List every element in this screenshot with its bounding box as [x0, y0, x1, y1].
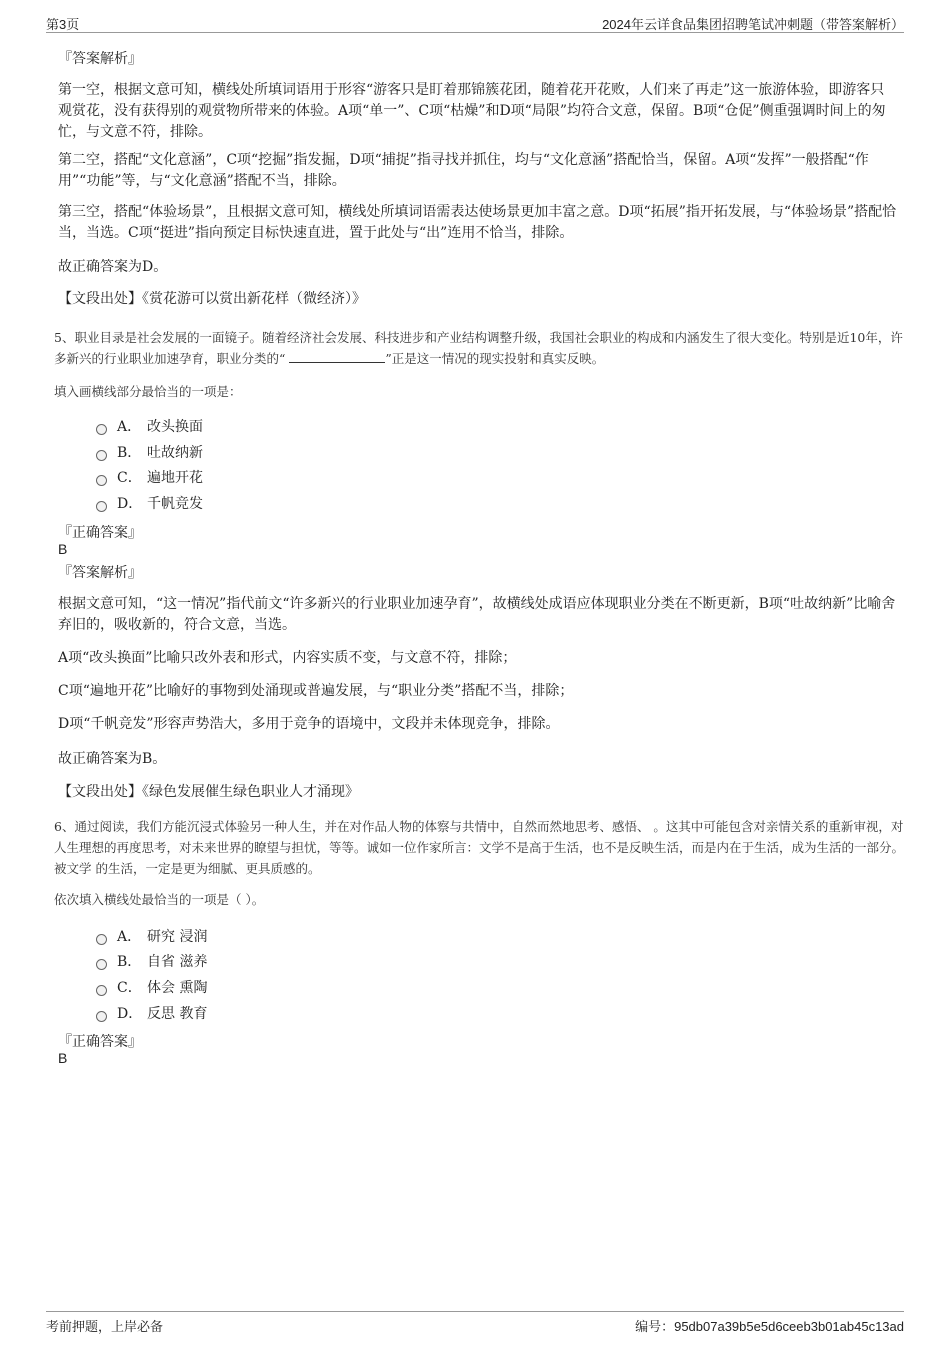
option-d[interactable]: D． 反思 教育 — [96, 1003, 207, 1023]
option-b[interactable]: B． 自省 滋养 — [96, 951, 207, 971]
radio-icon[interactable] — [96, 959, 107, 970]
analysis-paragraph-1: 第一空，根据文意可知，横线处所填词语用于形容“游客只是盯着那锦簇花团，随着花开花败，人们来了再走”这一旅游体验，即游客只观赏花，没有获得别的观赏物所带来的体验。A项“单一”、C项“枯燥”和D项“局限”均符合文意，保留。B项“仓促”侧重强调时间上的匆忙，与文意不符，排除。 — [58, 82, 886, 140]
analysis-paragraph-2: A项“改头换面”比喻只改外表和形式，内容实质不变，与文意不符，排除； — [58, 650, 517, 666]
answer-blank — [289, 352, 385, 363]
question-5-text: 5、职业目录是社会发展的一面镜子。随着经济社会发展、科技进步和产业结构调整升级，我国社会职业的构成和内涵发生了很大变化。特别是近10年，许多新兴的行业职业加速孕育，职业分类的“ ”正是这一情况的现实投射和真实反映。 — [54, 330, 903, 366]
radio-icon[interactable] — [96, 934, 107, 945]
correct-answer-label: 『正确答案』 — [58, 525, 142, 541]
correct-answer: B — [58, 541, 68, 557]
source-citation: 【文段出处】《赏花游可以赏出新花样（微经济）》 — [58, 291, 366, 307]
analysis-paragraph-4: D项“千帆竞发”形容声势浩大，多用于竞争的语境中，文段并未体现竞争，排除。 — [58, 716, 560, 732]
radio-icon[interactable] — [96, 424, 107, 435]
correct-answer: B — [58, 1050, 68, 1066]
page-number: 第3页 — [46, 17, 80, 32]
option-c[interactable]: C． 体会 熏陶 — [96, 977, 207, 997]
correct-answer-label: 『正确答案』 — [58, 1034, 142, 1050]
option-d[interactable]: D． 千帆竞发 — [96, 493, 203, 513]
radio-icon[interactable] — [96, 1011, 107, 1022]
option-c[interactable]: C． 遍地开花 — [96, 467, 203, 487]
option-a[interactable]: A． 研究 浸润 — [96, 926, 207, 946]
analysis-paragraph-2: 第二空，搭配“文化意涵”，C项“挖掘”指发掘，D项“捕捉”指寻找并抓住，均与“文化意涵”搭配恰当，保留。A项“发挥”一般搭配“作用”“功能”等，与“文化意涵”搭配不当，排除。 — [58, 152, 869, 189]
analysis-paragraph-1: 根据文意可知，“这一情况”指代前文“许多新兴的行业职业加速孕育”，故横线处成语应体现职业分类在不断更新，B项“吐故纳新”比喻舍弃旧的，吸收新的，符合文意，当选。 — [58, 596, 896, 633]
conclusion: 故正确答案为B。 — [58, 751, 167, 767]
radio-icon[interactable] — [96, 475, 107, 486]
analysis-label: 『答案解析』 — [58, 51, 142, 67]
conclusion: 故正确答案为D。 — [58, 259, 168, 275]
analysis-paragraph-3: 第三空，搭配“体验场景”，且根据文意可知，横线处所填词语需表达使场景更加丰富之意。D项“拓展”指开拓发展，与“体验场景”搭配恰当，当选。C项“挺进”指向预定目标快速直进，置于此处与“出”连用不恰当，排除。 — [58, 204, 897, 241]
page-footer — [46, 1311, 904, 1336]
radio-icon[interactable] — [96, 450, 107, 461]
footer-slogan: 考前押题，上岸必备 — [46, 1320, 164, 1335]
page-header — [46, 12, 904, 33]
option-b[interactable]: B． 吐故纳新 — [96, 442, 203, 462]
question-6-prompt: 依次填入横线处最恰当的一项是（ ）。 — [54, 892, 265, 907]
document-title: 2024年云详食品集团招聘笔试冲刺题（带答案解析） — [602, 17, 904, 32]
radio-icon[interactable] — [96, 501, 107, 512]
analysis-paragraph-3: C项“遍地开花”比喻好的事物到处涌现或普遍发展，与“职业分类”搭配不当，排除； — [58, 683, 574, 699]
question-6-text: 6、通过阅读，我们方能沉浸式体验另一种人生，并在对作品人物的体察与共情中，自然而然地思考、感悟、 。这其中可能包含对亲情关系的重新审视，对人生理想的再度思考，对未来世界的瞭望与担忧，等等。诚如一位作家所言：文学不是高于生活，也不是反映生活，而是内在于生活，成为生活的一部分。被文学 的生活，一定是更为细腻、更具质感的。 — [54, 819, 905, 876]
source-citation: 【文段出处】《绿色发展催生绿色职业人才涌现》 — [58, 784, 359, 800]
option-a[interactable]: A． 改头换面 — [96, 416, 203, 436]
analysis-label: 『答案解析』 — [58, 565, 142, 581]
document-id: 编号：95db07a39b5e5d6ceeb3b01ab45c13ad — [635, 1319, 904, 1334]
radio-icon[interactable] — [96, 985, 107, 996]
question-5-prompt: 填入画横线部分最恰当的一项是： — [54, 384, 242, 399]
